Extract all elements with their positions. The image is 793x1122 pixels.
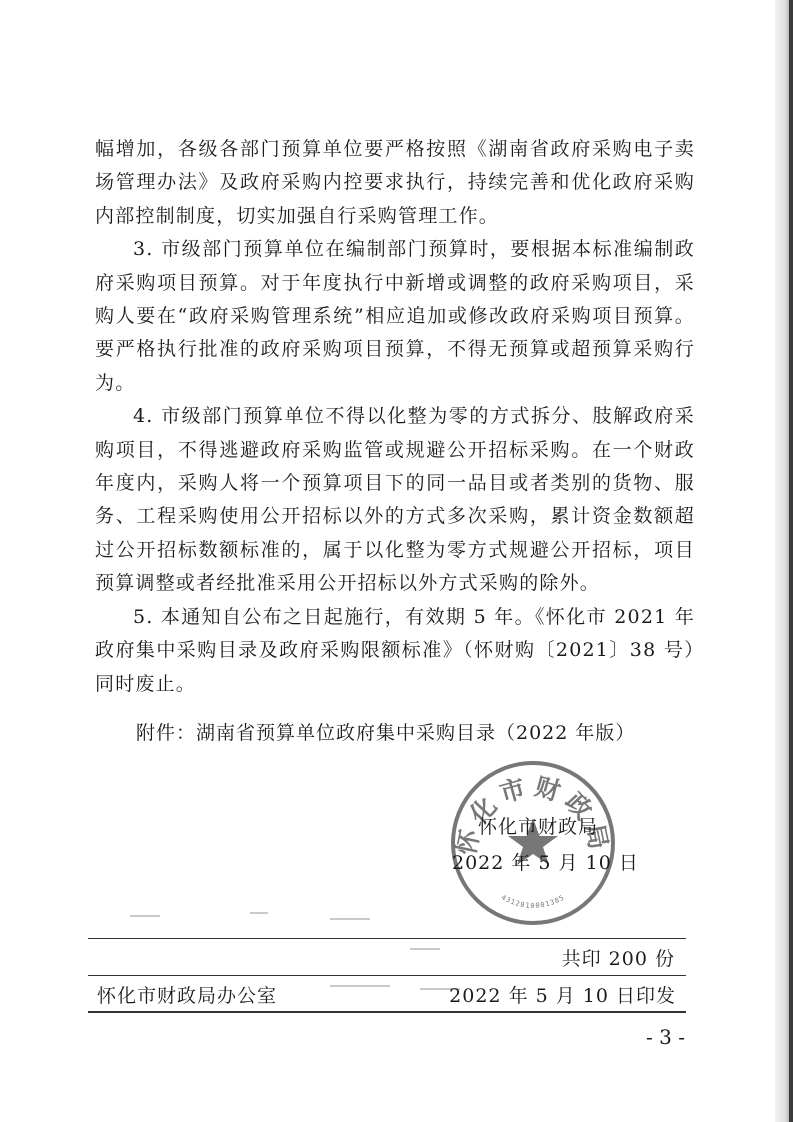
paragraph-item-4: 4. 市级部门预算单位不得以化整为零的方式拆分、肢解政府采购项目，不得逃避政府采购监管或规避公开招标采购。在一个财政年度内，采购人将一个预算项目下的同一品目或者类别的货物、服务、工程采购使用公开招标以外的方式多次采购，累计资金数额超过公开招标数额标准的，属于以化整为零方式规避公开招标，项目预算调整或者经批准采用公开招标以外方式采购的除外。 — [95, 405, 695, 595]
body-text — [95, 133, 695, 701]
page-number: - 3 - — [646, 1025, 685, 1049]
official-seal — [448, 758, 618, 928]
signature-organization: 怀化市财政局 — [478, 816, 599, 838]
issuing-office: 怀化市财政局办公室 — [97, 985, 278, 1007]
paragraph-item-3: 3. 市级部门预算单位在编制部门预算时，要根据本标准编制政府采购项目预算。对于年度执行中新增或调整的政府采购项目，采购人要在“政府采购管理系统”相应追加或修改政府采购项目预算。要严格执行批准的政府采购项目预算，不得无预算或超预算采购行为。 — [95, 238, 695, 394]
signature-date: 2022 年 5 月 10 日 — [452, 852, 639, 874]
paragraph-item-5: 5. 本通知自公布之日起施行，有效期 5 年。《怀化市 2021 年政府集中采购目录及政府采购限额标准》（怀财购〔2021〕38 号）同时废止。 — [95, 605, 695, 695]
svg-text:4312010001385: 4312010001385 — [499, 893, 567, 910]
issue-date: 2022 年 5 月 10 日印发 — [449, 985, 676, 1007]
scan-edge-shadow — [775, 0, 793, 1122]
paragraph-continuation: 幅增加，各级各部门预算单位要严格按照《湖南省政府采购电子卖场管理办法》及政府采购内控要求执行，持续完善和优化政府采购内部控制制度，切实加强自行采购管理工作。 — [95, 138, 695, 227]
copies-count: 共印 200 份 — [561, 948, 675, 970]
footer-rule-middle — [88, 975, 686, 976]
svg-text:怀化市财政局: 怀化市财政局 — [451, 771, 615, 858]
attachment-note: 附件：湖南省预算单位政府集中采购目录（2022 年版） — [136, 722, 636, 744]
footer-rule-bottom — [88, 1011, 686, 1013]
footer-rule-top — [88, 938, 686, 939]
